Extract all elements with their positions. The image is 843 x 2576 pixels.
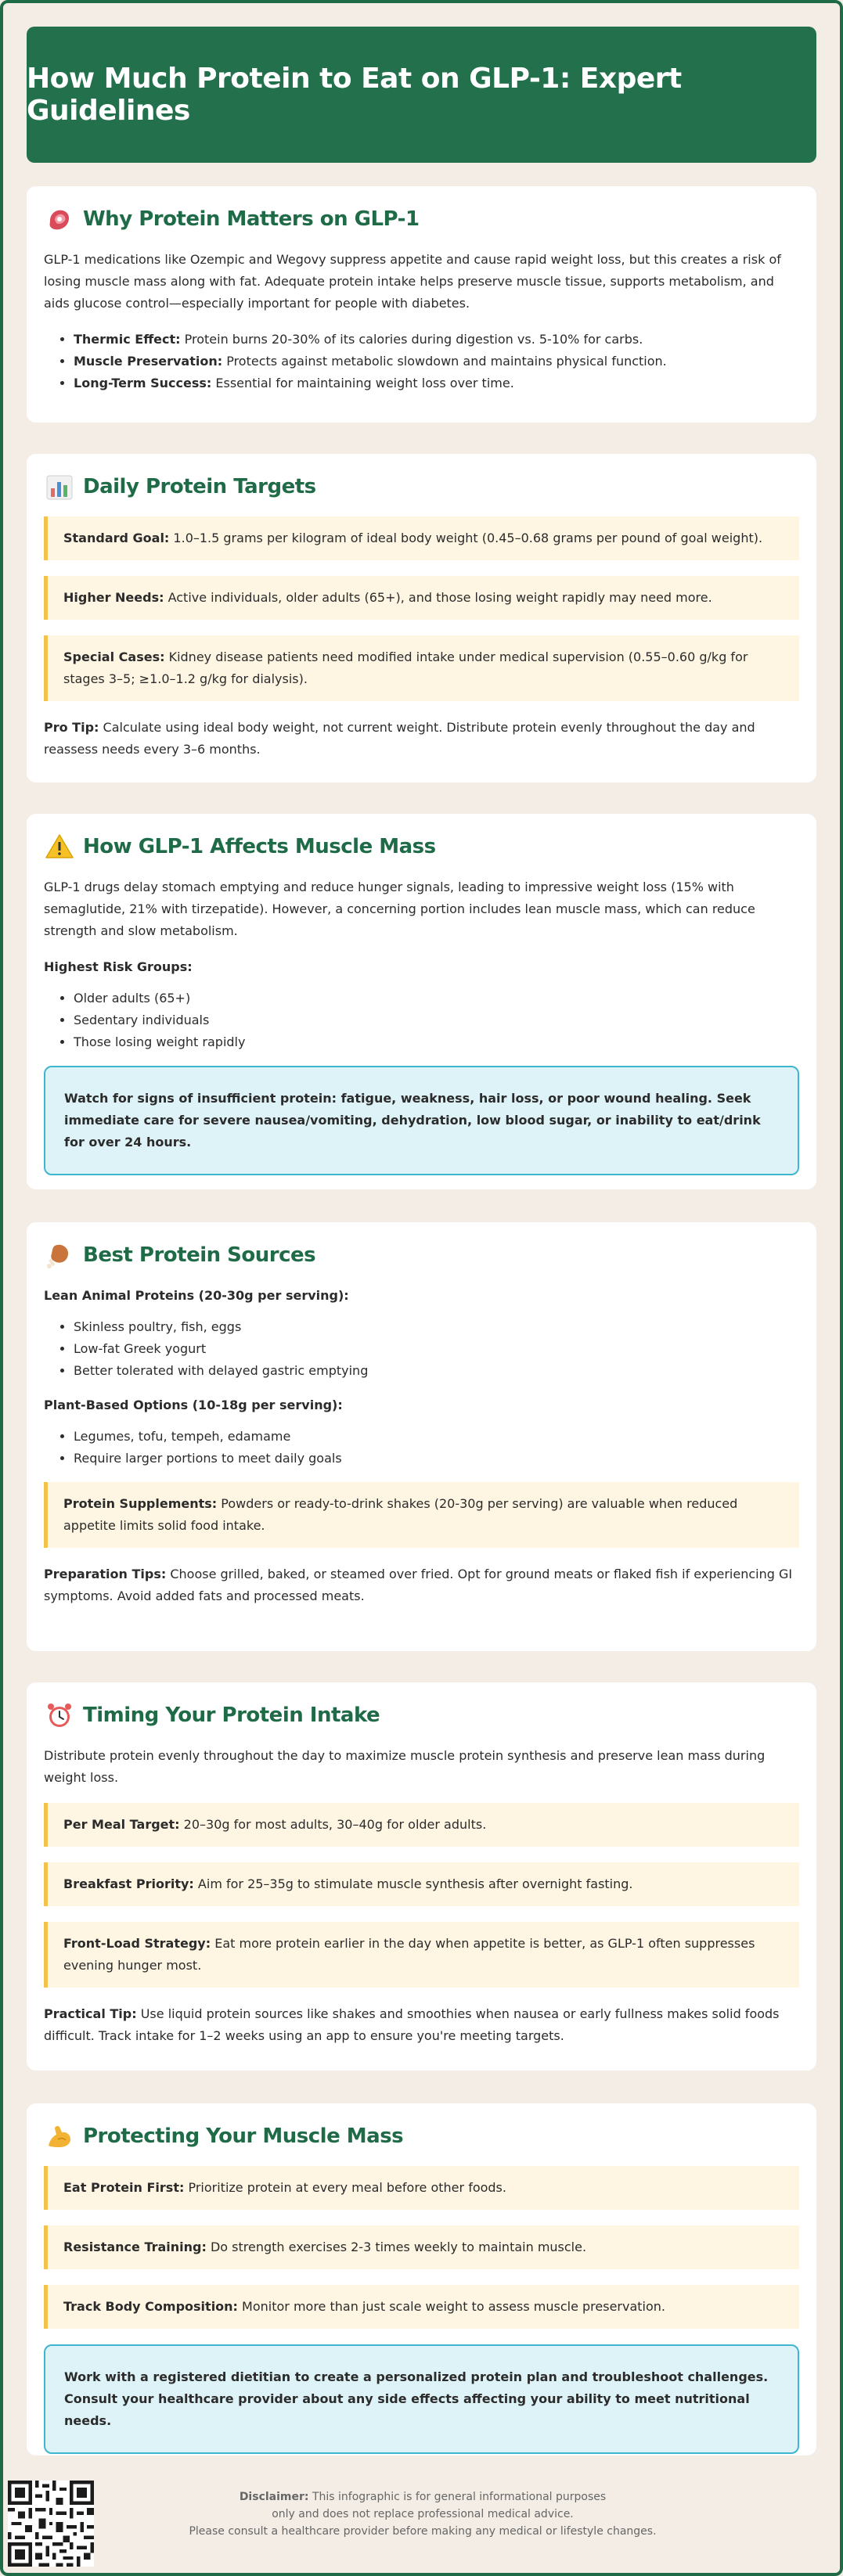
- section-title: Best Protein Sources: [83, 1243, 316, 1267]
- tip-text: [44, 717, 799, 761]
- section-title: How GLP-1 Affects Muscle Mass: [83, 835, 436, 858]
- note-text: Monitor more than just scale weight to assess muscle preservation.: [242, 2299, 666, 2314]
- section-title: Protecting Your Muscle Mass: [83, 2124, 404, 2148]
- warning-alert: Watch for signs of insufficient protein: fatigue, weakness, hair loss, or poor wound healing. Seek immediate care for severe nausea/vomiting, dehydration, low blood sugar, or inability to eat/drink for over 24 hours.: [44, 1066, 799, 1175]
- card-header: [44, 203, 799, 235]
- section-title: Timing Your Protein Intake: [83, 1704, 380, 1727]
- list-item: • Require larger portions to meet daily goals: [74, 1448, 799, 1470]
- card-header: [44, 831, 799, 862]
- risk-list: [44, 988, 799, 1053]
- meat-icon: [44, 203, 75, 235]
- disclaimer-line: only and does not replace professional medical advice.: [272, 2508, 574, 2520]
- info-note: [44, 2225, 799, 2269]
- benefit-list: [44, 329, 799, 394]
- animal-list: [44, 1316, 799, 1382]
- animal-heading: [44, 1285, 799, 1307]
- tip-label: Pro Tip:: [44, 720, 99, 735]
- disclaimer-text: This infographic is for general informational purposes: [312, 2491, 607, 2503]
- protein-sources-card: [27, 1222, 816, 1651]
- note-text: Eat more protein earlier in the day when appetite is better, as GLP-1 often suppresses evening hunger most.: [63, 1936, 755, 1973]
- list-item: • Better tolerated with delayed gastric emptying: [74, 1360, 799, 1382]
- info-note: [44, 2166, 799, 2210]
- plant-heading: [44, 1394, 799, 1416]
- list-item: [74, 351, 799, 372]
- card-header: [44, 2121, 799, 2152]
- disclaimer: [188, 2488, 657, 2540]
- tip-label: Preparation Tips:: [44, 1567, 167, 1581]
- intro-text: GLP-1 drugs delay stomach emptying and reduce hunger signals, leading to impressive weight loss (15% with semaglutide, 21% with tirzepatide). However, a concerning portion includes lean muscle mass, which can reduce strength and slow metabolism.: [44, 880, 755, 938]
- tip-body: Use liquid protein sources like shakes and smoothies when nausea or early fullness makes solid foods difficult. Track intake for 1–2 weeks using an app to ensure you're meeting targets.: [44, 2006, 780, 2043]
- note-label: Higher Needs:: [63, 590, 164, 605]
- info-note: [44, 635, 799, 701]
- tip-text: [44, 2003, 799, 2047]
- intro-text: GLP-1 medications like Ozempic and Wegovy suppress appetite and cause rapid weight loss, but this creates a risk of losing muscle mass along with fat. Adequate protein intake helps preserve muscle tissue, supports metabolism, and aids glucose control—especially important for people with diabetes.: [44, 252, 781, 311]
- advice-alert: Work with a registered dietitian to create a personalized protein plan and troubleshoot challenges. Consult your healthcare provider about any side effects affecting your ability to meet nutritional needs.: [44, 2344, 799, 2454]
- timing-card: [27, 1682, 816, 2071]
- info-note: [44, 576, 799, 620]
- protect-muscle-card: [27, 2103, 816, 2455]
- section-title: Daily Protein Targets: [83, 475, 316, 498]
- list-item: • Skinless poultry, fish, eggs: [74, 1316, 799, 1338]
- item-text: Protects against metabolic slowdown and maintains physical function.: [226, 354, 667, 369]
- note-text: Aim for 25–35g to stimulate muscle synthesis after overnight fasting.: [197, 1876, 633, 1891]
- list-item: • Those losing weight rapidly: [74, 1031, 799, 1053]
- drumstick-icon: [44, 1239, 75, 1271]
- note-label: Eat Protein First:: [63, 2180, 185, 2195]
- tip-text: [44, 1563, 799, 1607]
- note-label: Breakfast Priority:: [63, 1876, 194, 1891]
- list-item: • Low-fat Greek yogurt: [74, 1338, 799, 1360]
- note-text: Powders or ready-to-drink shakes (20-30g per serving) are valuable when reduced appetite limits solid food intake.: [63, 1496, 738, 1533]
- alarm-clock-icon: [44, 1700, 75, 1731]
- item-label: Long-Term Success:: [74, 376, 212, 390]
- info-note: [44, 516, 799, 560]
- info-note: [44, 1862, 799, 1906]
- tip-body: Choose grilled, baked, or steamed over fried. Opt for ground meats or flaked fish if experiencing GI symptoms. Avoid added fats and processed meats.: [44, 1567, 793, 1603]
- note-text: Active individuals, older adults (65+), and those losing weight rapidly may need more.: [168, 590, 712, 605]
- section-title: Why Protein Matters on GLP-1: [83, 207, 420, 231]
- note-label: Resistance Training:: [63, 2240, 207, 2254]
- card-header: [44, 1239, 799, 1271]
- intro-text: Distribute protein evenly throughout the day to maximize muscle protein synthesis and preserve lean mass during weight loss.: [44, 1748, 766, 1785]
- tip-label: Practical Tip:: [44, 2006, 137, 2021]
- item-label: Muscle Preservation:: [74, 354, 223, 369]
- list-item: [74, 329, 799, 351]
- why-protein-card: [27, 186, 816, 423]
- risk-heading-label: Highest Risk Groups:: [44, 959, 193, 974]
- daily-targets-card: [27, 454, 816, 783]
- note-text: Kidney disease patients need modified intake under medical supervision (0.55–0.60 g/kg for stages 3–5; ≥1.0–1.2 g/kg for dialysis).: [63, 649, 748, 686]
- qr-code[interactable]: [8, 2481, 94, 2567]
- tip-body: Calculate using ideal body weight, not current weight. Distribute protein evenly throughout the day and reassess needs every 3–6 months.: [44, 720, 755, 757]
- info-note: [44, 1482, 799, 1548]
- note-label: Protein Supplements:: [63, 1496, 218, 1511]
- item-text: Protein burns 20-30% of its calories during digestion vs. 5-10% for carbs.: [184, 332, 643, 347]
- list-item: • Legumes, tofu, tempeh, edamame: [74, 1426, 799, 1448]
- muscle-mass-card: [27, 814, 816, 1189]
- note-text: Prioritize protein at every meal before other foods.: [188, 2180, 506, 2195]
- note-text: 20–30g for most adults, 30–40g for older adults.: [183, 1817, 487, 1832]
- item-label: Thermic Effect:: [74, 332, 181, 347]
- list-item: [74, 372, 799, 394]
- note-label: Per Meal Target:: [63, 1817, 180, 1832]
- note-label: Front-Load Strategy:: [63, 1936, 211, 1951]
- animal-heading-label: Lean Animal Proteins (20-30g per serving):: [44, 1288, 349, 1303]
- disclaimer-label: Disclaimer:: [239, 2491, 309, 2503]
- info-note: [44, 2285, 799, 2329]
- plant-list: [44, 1426, 799, 1470]
- note-label: Track Body Composition:: [63, 2299, 238, 2314]
- risk-heading: [44, 956, 799, 978]
- disclaimer-line: Please consult a healthcare provider before making any medical or lifestyle changes.: [189, 2525, 657, 2538]
- page-title: How Much Protein to Eat on GLP-1: Expert Guidelines: [27, 63, 682, 127]
- note-label: Special Cases:: [63, 649, 165, 664]
- info-note: [44, 1803, 799, 1847]
- list-item: • Older adults (65+): [74, 988, 799, 1009]
- flexed-biceps-icon: [44, 2121, 75, 2152]
- note-label: Standard Goal:: [63, 531, 170, 545]
- card-header: [44, 1700, 799, 1731]
- note-text: Do strength exercises 2-3 times weekly to maintain muscle.: [210, 2240, 587, 2254]
- page-header: [27, 27, 816, 163]
- item-text: Essential for maintaining weight loss over time.: [215, 376, 514, 390]
- page-footer: [0, 2473, 843, 2576]
- list-item: • Sedentary individuals: [74, 1009, 799, 1031]
- bar-chart-icon: [44, 471, 75, 502]
- note-text: 1.0–1.5 grams per kilogram of ideal body weight (0.45–0.68 grams per pound of goal weight).: [173, 531, 763, 545]
- plant-heading-label: Plant-Based Options (10-18g per serving):: [44, 1398, 343, 1412]
- card-header: [44, 471, 799, 502]
- info-note: [44, 1922, 799, 1988]
- warning-icon: [44, 831, 75, 862]
- disclaimer-line: [188, 2488, 657, 2506]
